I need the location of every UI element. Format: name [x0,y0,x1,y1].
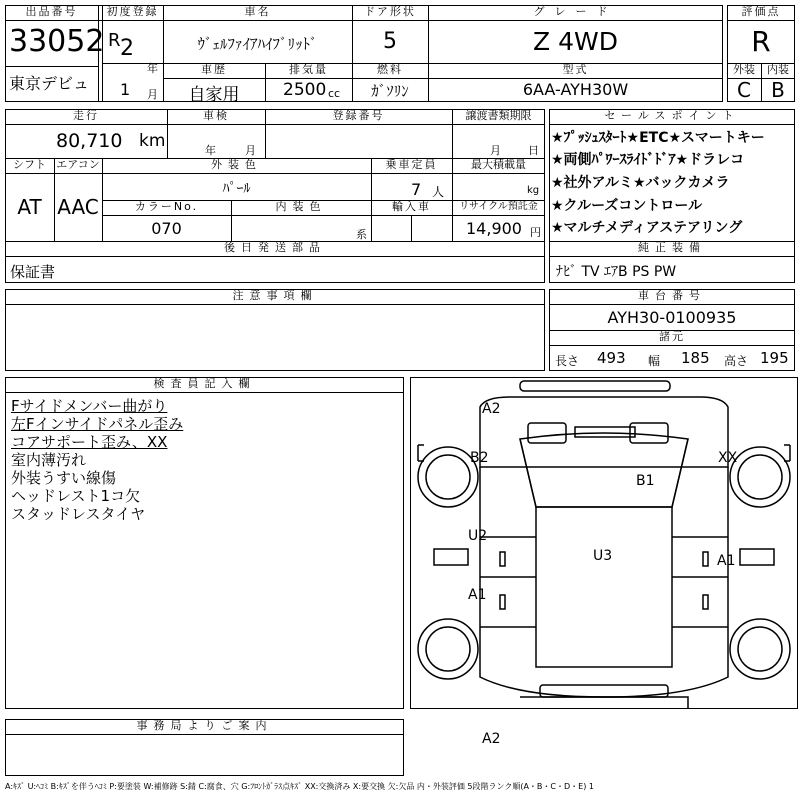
front-left-wheel [418,447,478,507]
length: 493 [597,349,626,367]
inspector-note-4: 室内薄汚れ [11,451,87,469]
color-label: 外装色 [211,158,262,171]
inspector-note-7: スタッドレスタイヤ [11,505,146,523]
mileage: 80,710 [56,130,123,152]
year-unit: 年 [147,62,158,75]
sales-point-1: ★ﾌﾟｯｼｭｽﾀｰﾄ★ETC★スマートキー [551,130,765,146]
yen-unit: 円 [530,226,541,239]
width-label: 幅 [648,354,661,368]
model-label: 型式 [562,63,589,76]
chassis-number: AYH30-0100935 [607,308,737,327]
damage-right-front-fender: XX [718,450,738,466]
door-label: ドア形状 [364,5,416,18]
shift: AT [17,195,42,219]
model: 6AA-AYH30W [522,80,629,99]
front-body-outline [480,397,728,467]
ext-label: 外装 [733,63,755,76]
month-unit: 月 [147,88,158,101]
score-label: 評価点 [741,5,781,18]
plate-label: 登録番号 [332,109,385,122]
rear-right-wheel [730,619,790,679]
capacity-label: 乗車定員 [385,158,438,171]
car-name: ｳﾞｪﾙﾌｧｲｱﾊｲﾌﾞﾘｯﾄﾞ [197,35,318,53]
era: R [108,30,121,51]
inspector-note-1: Fサイドメンバー曲がり [11,397,168,415]
damage-left-front-fender: B2 [470,450,489,466]
transfer-day-unit: 日 [528,144,539,157]
later-parts-item: 保証書 [10,263,56,281]
later-parts-label: 後日発送部品 [224,241,326,254]
office-label: 事務局よりご案内 [136,719,273,732]
inspector-note-6: ヘッドレスト1コ欠 [11,487,141,505]
fuel-label: 燃料 [377,63,403,76]
history: 自家用 [188,85,240,105]
lot-label: 出品番号 [25,5,78,18]
sales-point-3: ★社外アルミ★バックカメラ [551,175,730,191]
equipment-label: 純正装備 [638,241,706,254]
ac-label: エアコン [56,158,100,171]
body-outline [480,467,728,697]
inspector-note-2: 左Fインサイドパネル歪み [11,415,184,433]
fuel: ｶﾞｿﾘﾝ [371,82,409,100]
first-reg-label: 初度登録 [106,5,159,18]
insp-year-unit: 年 [205,144,216,157]
displacement: 2500 [283,80,327,100]
insp-month-unit: 月 [245,144,256,157]
damage-front-bumper: A2 [482,401,501,417]
mileage-label: 走行 [73,109,99,122]
front-bumper-shape [520,381,670,391]
transfer-month-unit: 月 [490,144,501,157]
ext-grade: C [737,78,751,102]
damage-left-rear-door: A1 [468,587,487,603]
ac: AAC [57,195,99,219]
notes-label: 注意事項欄 [232,289,318,302]
cc-unit: cc [328,87,341,100]
car-name-label: 車名 [244,5,271,18]
equipment: ﾅﾋﾞ TV ｴｱB PS PW [556,264,677,280]
inspector-note-5: 外装うすい線傷 [11,469,117,487]
persons-unit: 人 [432,185,445,199]
legend: A:ｷｽﾞ U:ﾍｺﾐ B:ｷｽﾞを伴うﾍｺﾐ P:要塗装 W:補修跡 S:錆 C:腐食、穴 G:ﾌﾛﾝﾄｶﾞﾗｽ点ｷｽﾞ XX:交換済み X:要交換 欠:欠品 内・外装評価 5段階ランク順(A・B・C・D・E) 1 [5,782,594,791]
damage-rear-bumper-label: A2 [482,731,501,747]
recycle-label: リサイクル預託金 [459,201,538,212]
shift-label: シフト [13,158,46,171]
color-no: 070 [151,219,182,238]
lot-number: 33052 [9,24,105,59]
kei-unit: 系 [356,228,367,241]
damage-left-front-door: U2 [468,528,488,544]
doors: 5 [383,29,397,54]
damage-roof: U3 [593,548,613,564]
history-label: 車歴 [201,63,227,76]
sales-points-label: セールスポイント [604,109,740,122]
length-label: 長さ [555,354,580,368]
sales-point-5: ★マルチメディアステアリング [551,220,743,236]
int-grade: B [771,78,785,102]
color-no-label: カラーNo. [134,200,199,213]
damage-right-front-door: A1 [717,553,736,569]
interior-color-label: 内装色 [275,200,327,213]
import-label: 輸入車 [392,200,431,213]
int-label: 内装 [767,63,789,76]
sales-point-4: ★クルーズコントロール [551,198,703,214]
width: 185 [681,349,710,367]
capacity: 7 [411,180,422,199]
kg-unit: kg [527,185,540,196]
inspection-label: 車検 [203,109,229,122]
grade-label: グレード [533,5,618,18]
car-diagram [410,377,798,709]
chassis-label: 車台番号 [638,289,706,302]
damage-hood: B1 [636,473,655,489]
displacement-label: 排気量 [289,63,328,76]
front-right-wheel [730,447,790,507]
rear-left-wheel [418,619,478,679]
height-label: 高さ [724,354,749,368]
score: R [751,25,771,58]
inspector-label: 検査員記入欄 [153,377,256,390]
dims-label: 諸元 [659,330,685,343]
transfer-label: 譲渡書類期限 [465,109,532,122]
grade: Z 4WD [533,27,618,56]
inspector-note-3: コアサポート歪み、XX [11,433,168,451]
reg-month: 1 [120,80,131,99]
recycle: 14,900 [466,219,522,238]
height: 195 [760,349,789,367]
color: ﾊﾟｰﾙ [222,181,251,197]
km-unit: km [139,131,166,151]
hood-shape [520,433,688,507]
load-label: 最大積載量 [471,158,526,171]
reg-year: 2 [120,36,134,61]
sales-point-2: ★両側ﾊﾟﾜｰｽﾗｲﾄﾞﾄﾞｱ★ドラレコ [551,152,745,168]
venue: 東京デビュ [9,74,90,93]
